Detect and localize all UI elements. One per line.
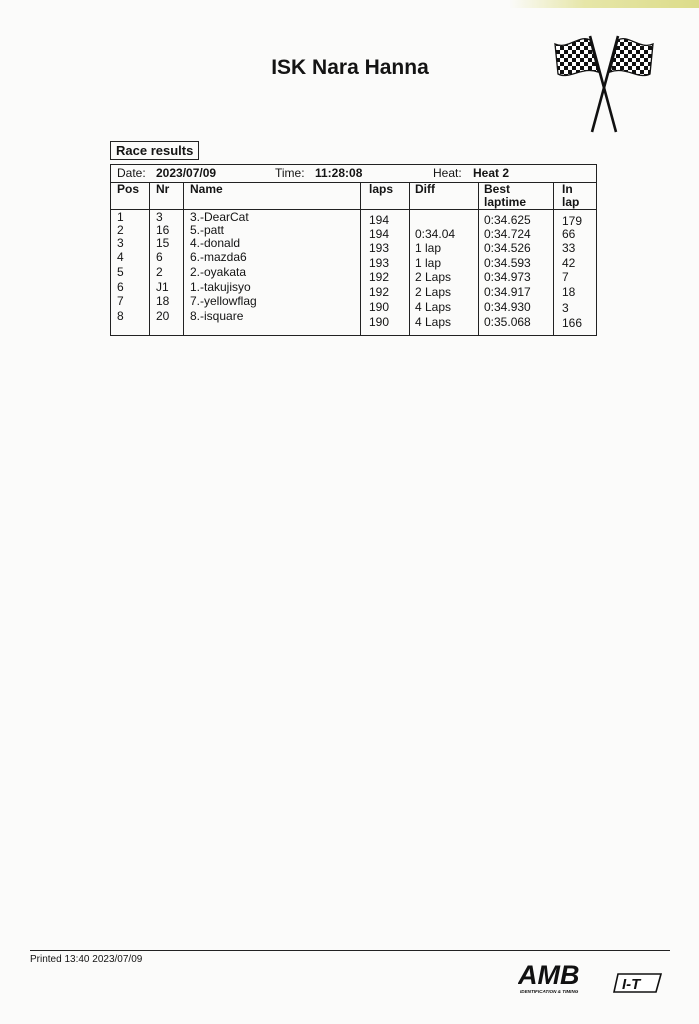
- cell-pos: 2: [117, 223, 124, 237]
- svg-text:I-T: I-T: [622, 976, 641, 993]
- page-title: ISK Nara Hanna: [271, 56, 429, 79]
- race-results-label: Race results: [110, 141, 199, 160]
- printed-timestamp: Printed 13:40 2023/07/09: [30, 954, 143, 965]
- cell-name: 2.-oyakata: [190, 265, 247, 279]
- cell-diff: 0:34.04: [415, 227, 456, 241]
- cell-inlap: 166: [562, 316, 583, 330]
- col-header-laps: laps: [369, 182, 394, 196]
- cell-diff: 4 Laps: [415, 315, 452, 329]
- time-value: 11:28:08: [315, 166, 363, 180]
- col-header-name: Name: [190, 182, 223, 196]
- cell-best: 0:34.593: [484, 256, 531, 270]
- cell-diff: 2 Laps: [415, 285, 452, 299]
- col-header-pos: Pos: [117, 182, 140, 196]
- race-meta-row: [111, 165, 596, 183]
- cell-name: 5.-patt: [190, 223, 225, 237]
- cell-pos: 8: [117, 309, 124, 323]
- cell-pos: 5: [117, 265, 124, 279]
- cell-best: 0:35.068: [484, 315, 531, 329]
- footer-divider: [30, 950, 670, 951]
- checkered-flags-icon: [552, 30, 656, 134]
- cell-pos: 7: [117, 294, 124, 308]
- cell-inlap: 66: [562, 227, 576, 241]
- time-label: Time:: [275, 166, 305, 180]
- cell-name: 7.-yellowflag: [190, 294, 257, 308]
- cell-nr: 2: [156, 265, 163, 279]
- cell-best: 0:34.917: [484, 285, 531, 299]
- col-header-diff: Diff: [415, 182, 435, 196]
- cell-inlap: 18: [562, 285, 576, 299]
- cell-inlap: 179: [562, 214, 583, 228]
- cell-name: 1.-takujisyo: [190, 280, 251, 294]
- heat-label: Heat:: [433, 166, 462, 180]
- date-label: Date:: [117, 166, 146, 180]
- cell-laps: 190: [369, 315, 390, 329]
- cell-inlap: 42: [562, 256, 576, 270]
- results-table: [110, 164, 597, 336]
- cell-laps: 194: [369, 213, 390, 227]
- cell-laps: 193: [369, 241, 390, 255]
- col-header-best: Best laptime: [484, 182, 527, 209]
- col-header-inlap: In lap: [562, 182, 580, 209]
- cell-name: 8.-isquare: [190, 309, 244, 323]
- cell-diff: 1 lap: [415, 241, 442, 255]
- cell-diff: 2 Laps: [415, 270, 452, 284]
- cell-laps: 194: [369, 227, 390, 241]
- cell-diff: 1 lap: [415, 256, 442, 270]
- cell-name: 4.-donald: [190, 236, 241, 250]
- cell-diff: 4 Laps: [415, 300, 452, 314]
- paper-edge-stain: [509, 0, 699, 8]
- cell-best: 0:34.526: [484, 241, 531, 255]
- cell-pos: 6: [117, 280, 124, 294]
- heat-value: Heat 2: [473, 166, 510, 180]
- column-divider: [553, 182, 554, 335]
- column-divider: [149, 182, 150, 335]
- cell-inlap: 3: [562, 301, 569, 315]
- date-value: 2023/07/09: [156, 166, 217, 180]
- cell-inlap: 7: [562, 270, 569, 284]
- cell-laps: 193: [369, 256, 390, 270]
- cell-nr: 6: [156, 250, 163, 264]
- column-divider: [183, 182, 184, 335]
- header-divider: [111, 209, 596, 210]
- cell-pos: 4: [117, 250, 124, 264]
- cell-laps: 192: [369, 270, 390, 284]
- cell-best: 0:34.930: [484, 300, 531, 314]
- cell-pos: 1: [117, 210, 124, 224]
- cell-inlap: 33: [562, 241, 576, 255]
- cell-nr: 18: [156, 294, 170, 308]
- cell-pos: 3: [117, 236, 124, 250]
- amb-logo-icon: [518, 960, 663, 996]
- cell-name: 6.-mazda6: [190, 250, 247, 264]
- cell-nr: 20: [156, 309, 170, 323]
- svg-text:AMB: AMB: [518, 960, 580, 990]
- column-divider: [360, 182, 361, 335]
- svg-text:IDENTIFICATION & TIMING: IDENTIFICATION & TIMING: [520, 989, 579, 994]
- cell-best: 0:34.724: [484, 227, 531, 241]
- cell-laps: 192: [369, 285, 390, 299]
- cell-laps: 190: [369, 300, 390, 314]
- cell-nr: 15: [156, 236, 170, 250]
- cell-nr: J1: [156, 280, 169, 294]
- cell-nr: 3: [156, 210, 163, 224]
- column-divider: [409, 182, 410, 335]
- col-header-nr: Nr: [156, 182, 170, 196]
- cell-best: 0:34.625: [484, 213, 531, 227]
- cell-nr: 16: [156, 223, 170, 237]
- column-divider: [478, 182, 479, 335]
- cell-best: 0:34.973: [484, 270, 531, 284]
- cell-name: 3.-DearCat: [190, 210, 249, 224]
